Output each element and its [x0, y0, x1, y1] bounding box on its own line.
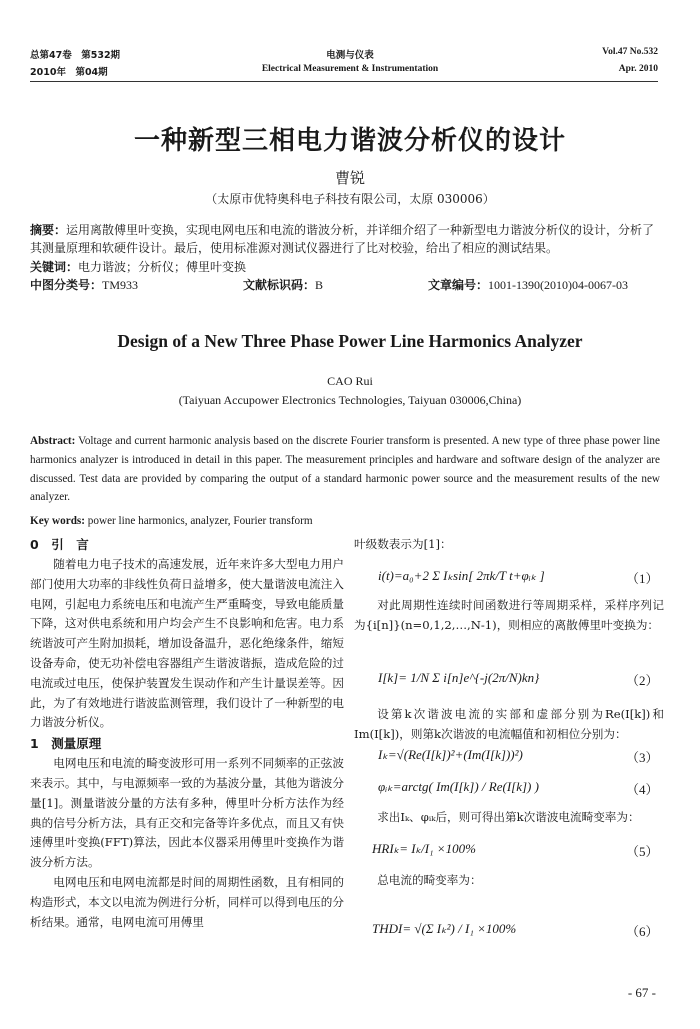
- equation-2: I[k]= 1/N Σ i[n]e^{-j(2π/N)kn}: [378, 670, 540, 685]
- affiliation-cn: （太原市优特奥科电子科技有限公司，太原 030006）: [205, 192, 495, 206]
- header-volume-issue: 总第47卷 第532期: [30, 50, 121, 61]
- section-1-heading: 1 测量原理: [30, 736, 102, 752]
- equation-3: Iₖ=√(Re(I[k])²+(Im(I[k]))²): [378, 747, 523, 762]
- abstract-en-text: Voltage and current harmonic analysis based on the discrete Fourier transform is presented. A new type of three phase power line harmonics analyzer is introduced in detail in this paper. The measurement principles and hardware and software design of the analyzer are discussed. Test data are provided by comparing the output of a standard harmonic power source and the measurement results of the new analyzer.: [30, 435, 660, 504]
- header-year-issue: 2010年 第04期: [30, 67, 108, 78]
- keywords-cn-text: 电力谐波；分析仪；傅里叶变换: [78, 260, 247, 274]
- title-cn: 一种新型三相电力谐波分析仪的设计: [133, 126, 566, 156]
- paragraph-intro: 随着电力电子技术的高速发展，近年来许多大型电力用户部门使用大功率的非线性负荷日益增多，使大量谐波电流注入电网，引起电力系统电压和电流产生严重畸变，导致电能质量下降，这对供电系统和用户均会产生不良影响和危害。电力系统谐波可产生附加损耗，增加设备温升，恶化绝缘条件，缩短设备寿命，使无功补偿电容器组产生谐波谐振，造成危险的过电流或过电压，使保护装置发生误动作和产生计量误差等。因此，为了有效地进行谐波监测管理，我们设计了一种新型的电力谐波分析仪。: [30, 557, 344, 730]
- equation-5: HRIₖ= Iₖ/I₁ ×100%: [372, 841, 476, 856]
- equation-1: i(t)=a₀+2 Σ Iₖsin[ 2πk/T t+φᵢₖ ]: [378, 568, 545, 583]
- header-date: Apr. 2010: [618, 64, 658, 74]
- keywords-en-text: power line harmonics, analyzer, Fourier transform: [85, 515, 313, 527]
- equation-1-number: （1）: [626, 571, 659, 586]
- equation-2-number: （2）: [626, 673, 659, 688]
- right-column-intro: 叶级数表示为[1]：: [354, 537, 452, 551]
- abstract-en: [30, 432, 660, 507]
- section-0-heading: 0 引 言: [30, 537, 89, 552]
- author-en: CAO Rui: [327, 374, 373, 388]
- article-label: 文章编号：: [428, 278, 489, 292]
- right-column-sampling: [354, 596, 664, 636]
- abstract-cn-label: 摘要：: [30, 223, 67, 237]
- keywords-en: [30, 512, 660, 531]
- doc-code: [243, 277, 323, 295]
- doc-label: 文献标识码：: [243, 278, 316, 292]
- paragraph-periodic: 电网电压和电网电流都是时间的周期性函数，且有相同的构造形式，本文以电流为例进行分析，同样可以得到电压的分析结果。通常，电网电流可用傅里: [30, 874, 344, 929]
- equation-3-number: （3）: [626, 750, 659, 765]
- keywords-en-label: Key words:: [30, 515, 85, 527]
- abstract-cn: [30, 222, 660, 257]
- right-column-distortion: [354, 808, 664, 828]
- paragraph-principle: 电网电压和电流的畸变波形可用一系列不同频率的正弦波来表示。其中，与电源频率一致的为基波分量，其他为谐波分量[1]。测量谐波分量的方法有多种，傅里叶分析方法作为经典的信号分析方法，具有正交和完备等许多优点，而且又有快速傅里叶变换(FFT)算法，因此本仪器采用傅里叶变换作为谐波分析方法。: [30, 756, 344, 870]
- right-column-total: [354, 871, 664, 891]
- affiliation-en: (Taiyuan Accupower Electronics Technologies, Taiyuan 030006,China): [178, 393, 522, 407]
- paragraph-total: 总电流的畸变率为：: [377, 873, 482, 887]
- header-vol-no: Vol.47 No.532: [602, 47, 658, 57]
- header-journal-cn: 电测与仪表: [326, 50, 374, 61]
- abstract-en-label: Abstract:: [30, 435, 76, 447]
- page-number: - 67 -: [627, 985, 656, 1000]
- equation-6-number: （6）: [626, 924, 659, 939]
- article-number: [428, 277, 628, 295]
- keywords-cn: [30, 259, 660, 277]
- left-column: [30, 535, 344, 932]
- equation-6: THDI= √(Σ Iₖ²) / I₁ ×100%: [372, 921, 517, 936]
- paragraph-distortion: 求出Iₖ、φᵢₖ后，则可得出第k次谐波电流畸变率为：: [377, 810, 640, 824]
- paragraph-harmonic: 设第k次谐波电流的实部和虚部分别为Re(I[k])和Im(I[k])，则第k次谐波的电流幅值和初相位分别为：: [354, 707, 664, 741]
- abstract-cn-text: 运用离散傅里叶变换，实现电网电压和电流的谐波分析，并详细介绍了一种新型电力谐波分析仪的设计，分析了其测量原理和软硬件设计。最后，使用标准源对测试仪器进行了比对校验，给出了相应的测试结果。: [30, 223, 655, 255]
- keywords-cn-label: 关键词：: [30, 260, 79, 274]
- author-cn: 曹锐: [334, 169, 365, 187]
- header-journal-en: Electrical Measurement & Instrumentation: [261, 64, 439, 74]
- equation-4: φᵢₖ=arctg( Im(I[k]) / Re(I[k]) ): [378, 779, 539, 794]
- clc-value: TM933: [102, 278, 139, 292]
- clc-number: [30, 277, 138, 295]
- article-value: 1001-1390(2010)04-0067-03: [488, 278, 628, 292]
- title-en: Design of a New Three Phase Power Line Harmonics Analyzer: [117, 331, 583, 351]
- equation-5-number: （5）: [626, 844, 659, 859]
- header-rule: [30, 81, 658, 82]
- equation-4-number: （4）: [626, 782, 659, 797]
- clc-label: 中图分类号：: [30, 278, 103, 292]
- paragraph-sampling: 对此周期性连续时间函数进行等周期采样，采样序列记为{i[n]}(n=0,1,2,…,N-1)，则相应的离散傅里叶变换为：: [354, 598, 664, 632]
- doc-value: B: [315, 278, 324, 292]
- right-column-harmonic: [354, 705, 664, 745]
